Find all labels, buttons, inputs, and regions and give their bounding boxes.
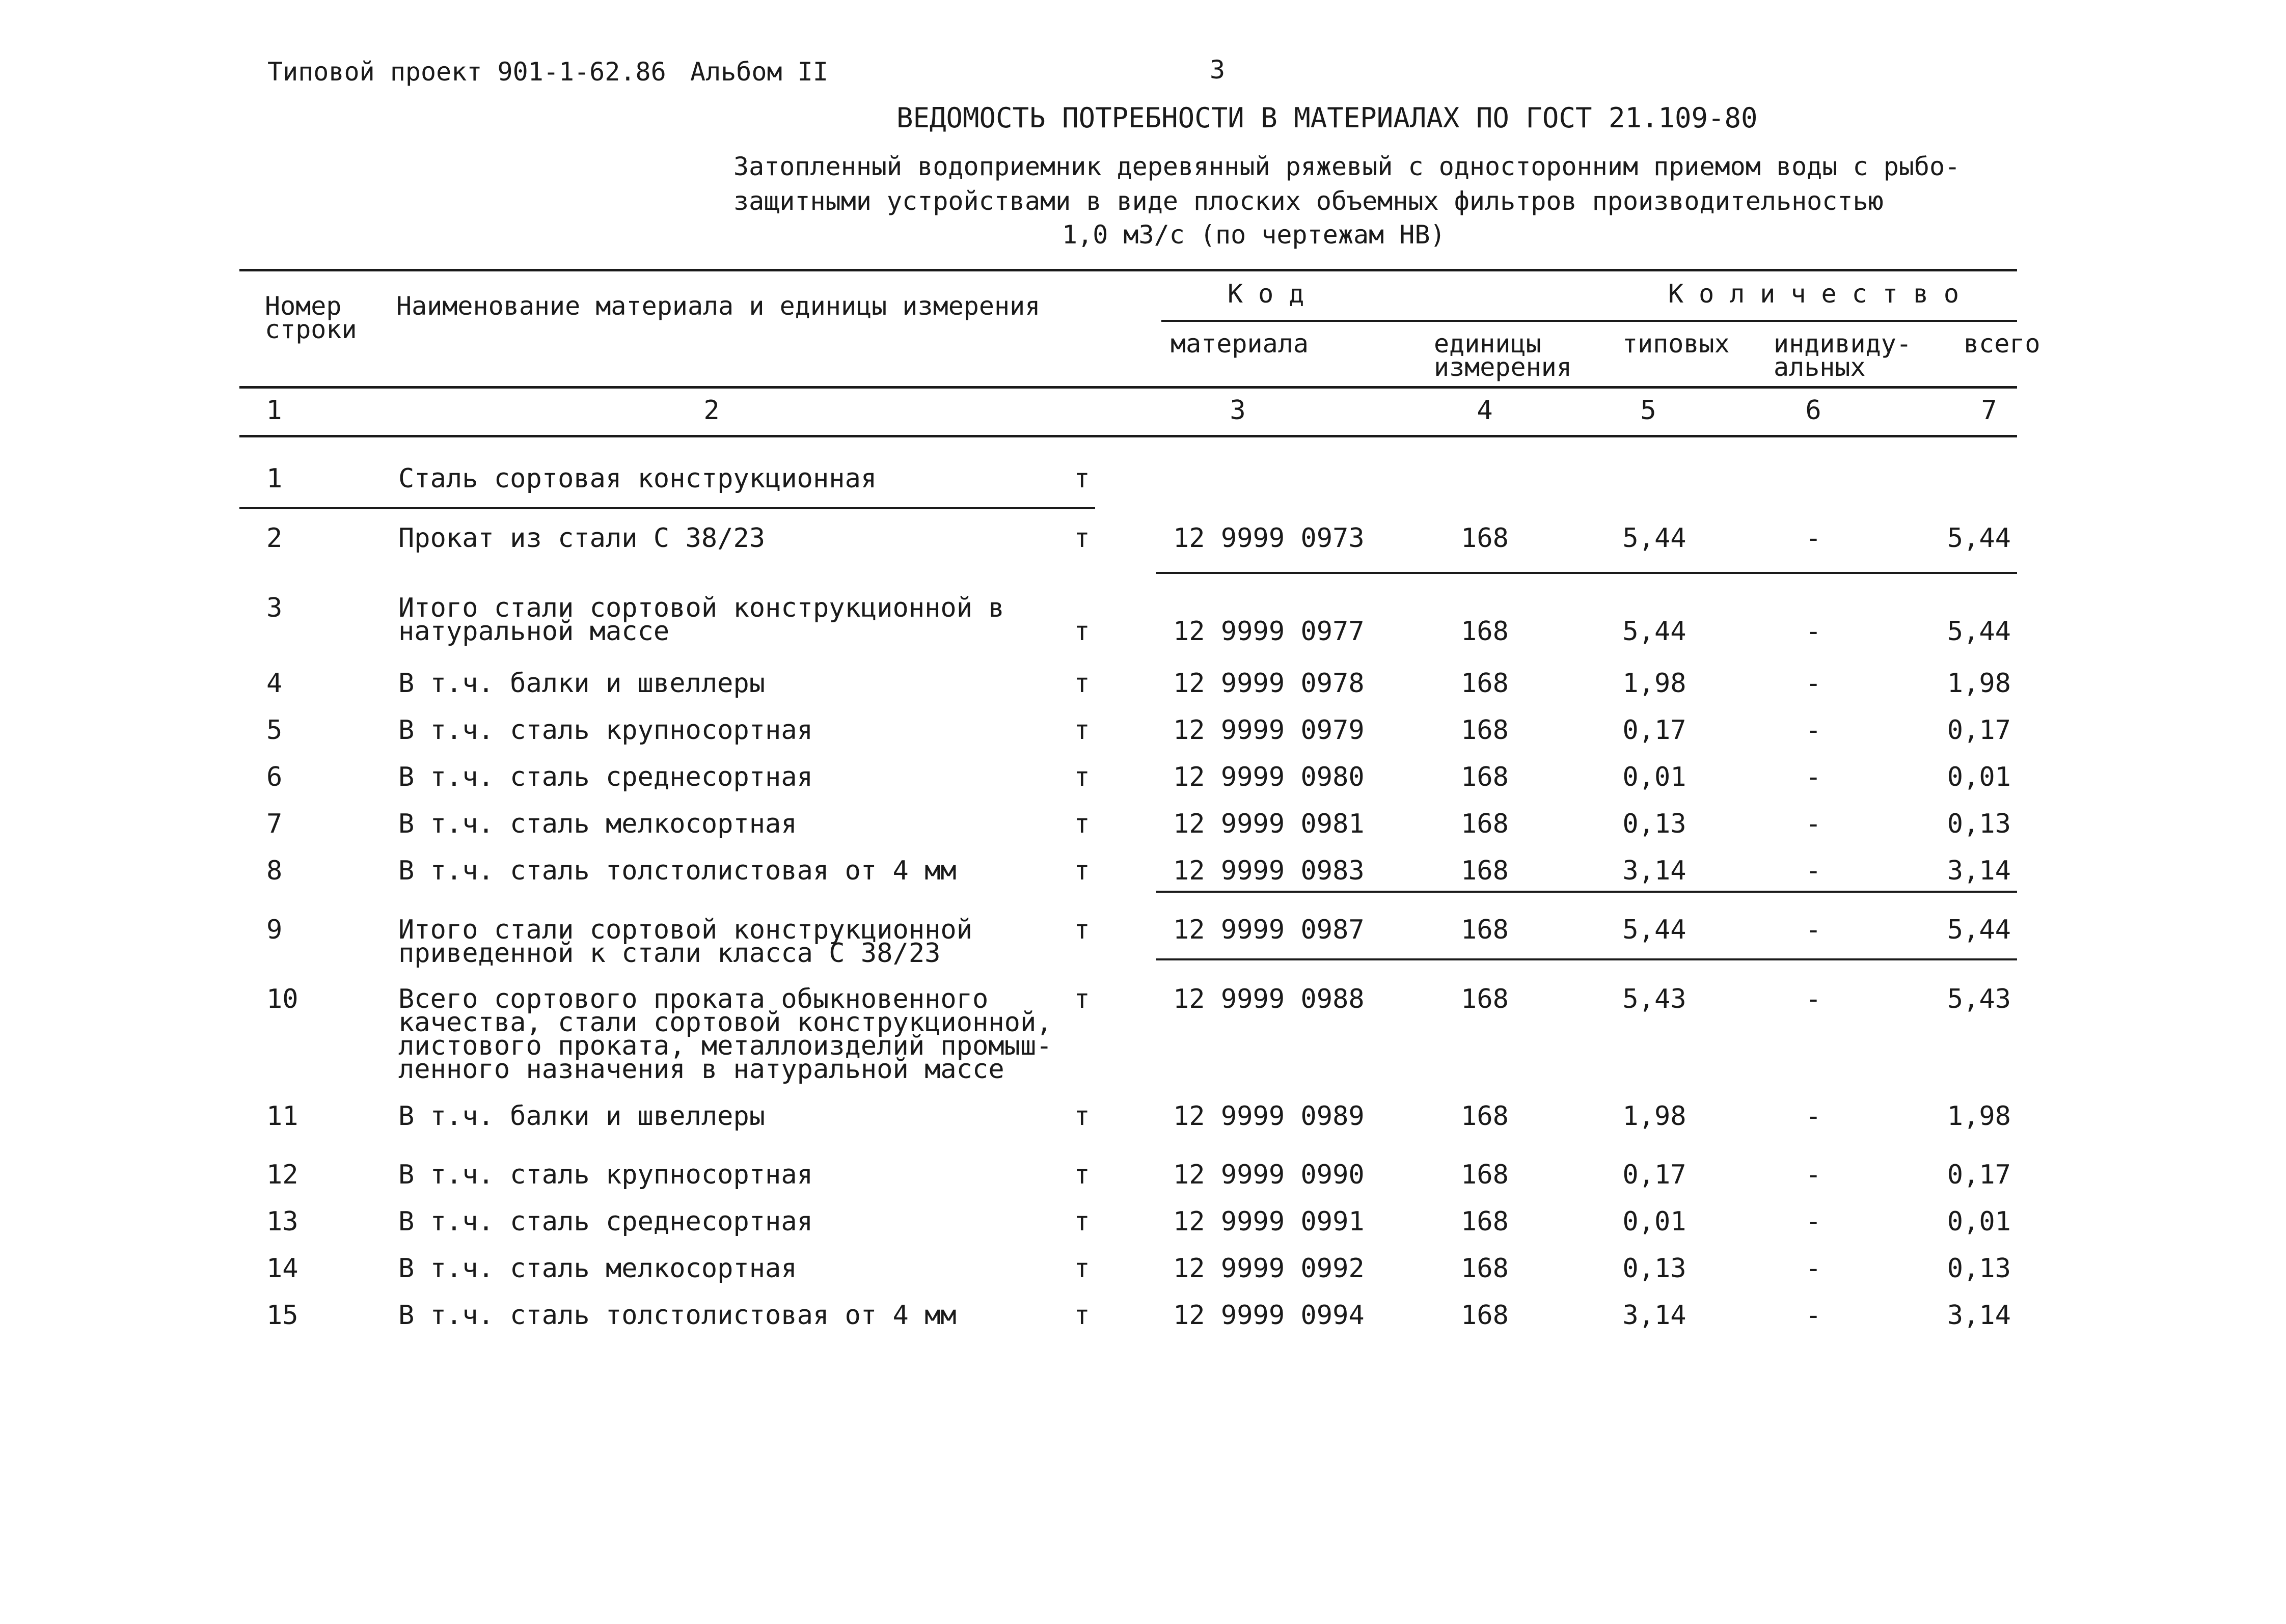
column-number: 5 xyxy=(1640,395,1656,426)
column-number: 6 xyxy=(1805,395,1821,426)
row-number: 2 xyxy=(266,523,283,554)
row-number: 11 xyxy=(266,1101,298,1132)
row-number: 12 xyxy=(266,1160,298,1190)
header-code-group: Код xyxy=(1228,279,1320,309)
qty-total: 0,01 xyxy=(1947,1206,2011,1237)
qty-total: 5,44 xyxy=(1947,915,2011,945)
qty-total: 0,17 xyxy=(1947,715,2011,746)
qty-individual: - xyxy=(1805,668,1821,699)
qty-total: 0,13 xyxy=(1947,1253,2011,1284)
material-name: Итого стали сортовой конструкционной xyxy=(398,915,973,945)
unit-marker: т xyxy=(1074,1101,1090,1132)
material-name: Всего сортового проката обыкновенного xyxy=(398,984,989,1014)
material-name: Сталь сортовая конструкционная xyxy=(398,463,877,494)
qty-total: 1,98 xyxy=(1947,1101,2011,1132)
unit-code: 168 xyxy=(1461,1300,1509,1331)
unit-marker: т xyxy=(1074,1253,1090,1284)
material-name: Прокат из стали С 38/23 xyxy=(398,523,766,554)
row-number: 10 xyxy=(266,984,298,1014)
row-number: 14 xyxy=(266,1253,298,1284)
row-number: 5 xyxy=(266,715,283,746)
subtitle-line: защитными устройствами в виде плоских объемных фильтров производительностью xyxy=(733,186,1884,216)
column-number: 7 xyxy=(1981,395,1997,426)
header-qty-individual-line1: индивиду- xyxy=(1774,329,1912,359)
unit-marker: т xyxy=(1074,523,1090,554)
material-name: В т.ч. сталь среднесортная xyxy=(398,1206,813,1237)
subtotal-rule xyxy=(1156,572,2017,574)
header-bottom-rule xyxy=(239,386,2017,389)
row-number: 6 xyxy=(266,762,283,792)
qty-typical: 3,14 xyxy=(1622,1300,1686,1331)
table-top-rule xyxy=(239,269,2017,271)
header-material-name: Наименование материала и единицы измерения xyxy=(396,291,1041,321)
unit-code: 168 xyxy=(1461,856,1509,886)
unit-code: 168 xyxy=(1461,809,1509,839)
project-designation: Типовой проект 901-1-62.86 xyxy=(267,57,666,87)
header-qty-typical: типовых xyxy=(1622,329,1730,359)
row-number: 8 xyxy=(266,856,283,886)
unit-code: 168 xyxy=(1461,668,1509,699)
material-name: Итого стали сортовой конструкционной в xyxy=(398,593,1004,623)
header-code-material: материала xyxy=(1171,329,1309,359)
qty-typical: 0,17 xyxy=(1622,715,1686,746)
qty-individual: - xyxy=(1805,1253,1821,1284)
material-code: 12 9999 0988 xyxy=(1173,984,1365,1014)
header-unit-code-line2: измерения xyxy=(1434,352,1572,382)
material-name: В т.ч. сталь крупносортная xyxy=(398,715,813,746)
material-code: 12 9999 0987 xyxy=(1173,915,1365,945)
header-unit-code-line1: единицы xyxy=(1434,329,1541,359)
unit-code: 168 xyxy=(1461,616,1509,647)
column-number: 1 xyxy=(266,395,282,426)
header-unit-code xyxy=(1434,329,1572,382)
material-code: 12 9999 0980 xyxy=(1173,762,1365,792)
material-code: 12 9999 0991 xyxy=(1173,1206,1365,1237)
qty-total: 5,44 xyxy=(1947,616,2011,647)
unit-code: 168 xyxy=(1461,523,1509,554)
header-group-rule xyxy=(1161,320,2017,322)
album-label: Альбом II xyxy=(690,57,828,87)
material-name: В т.ч. сталь мелкосортная xyxy=(398,1253,797,1284)
qty-individual: - xyxy=(1805,1101,1821,1132)
qty-typical: 0,17 xyxy=(1622,1160,1686,1190)
material-name: В т.ч. балки и швеллеры xyxy=(398,1101,766,1132)
qty-individual: - xyxy=(1805,915,1821,945)
unit-marker: т xyxy=(1074,668,1090,699)
material-name: приведенной к стали класса С 38/23 xyxy=(398,938,941,969)
qty-total: 3,14 xyxy=(1947,856,2011,886)
material-code: 12 9999 0979 xyxy=(1173,715,1365,746)
material-code: 12 9999 0994 xyxy=(1173,1300,1365,1331)
qty-typical: 5,44 xyxy=(1622,616,1686,647)
header-row-number xyxy=(265,291,357,344)
material-code: 12 9999 0992 xyxy=(1173,1253,1365,1284)
qty-individual: - xyxy=(1805,984,1821,1014)
page-number: 3 xyxy=(1210,55,1226,85)
unit-code: 168 xyxy=(1461,1101,1509,1132)
qty-individual: - xyxy=(1805,762,1821,792)
material-name: листового проката, металлоизделий промыш- xyxy=(398,1031,1052,1061)
material-name: качества, стали сортовой конструкционной, xyxy=(398,1007,1052,1038)
material-code: 12 9999 0990 xyxy=(1173,1160,1365,1190)
qty-typical: 0,13 xyxy=(1622,1253,1686,1284)
material-name: ленного назначения в натуральной массе xyxy=(398,1054,1004,1085)
qty-individual: - xyxy=(1805,715,1821,746)
qty-total: 5,44 xyxy=(1947,523,2011,554)
unit-marker: т xyxy=(1074,915,1090,945)
unit-code: 168 xyxy=(1461,915,1509,945)
qty-typical: 5,44 xyxy=(1622,915,1686,945)
unit-marker: т xyxy=(1074,1160,1090,1190)
qty-typical: 3,14 xyxy=(1622,856,1686,886)
unit-marker: т xyxy=(1074,809,1090,839)
unit-marker: т xyxy=(1074,463,1090,494)
material-name: В т.ч. сталь толстолистовая от 4 мм xyxy=(398,856,957,886)
section-rule xyxy=(239,507,1095,509)
qty-individual: - xyxy=(1805,1300,1821,1331)
row-number: 15 xyxy=(266,1300,298,1331)
unit-marker: т xyxy=(1074,984,1090,1014)
qty-typical: 0,13 xyxy=(1622,809,1686,839)
material-code: 12 9999 0977 xyxy=(1173,616,1365,647)
subtotal-rule xyxy=(1156,891,2017,893)
unit-marker: т xyxy=(1074,616,1090,647)
unit-code: 168 xyxy=(1461,762,1509,792)
unit-code: 168 xyxy=(1461,1160,1509,1190)
qty-total: 5,43 xyxy=(1947,984,2011,1014)
header-quantity-group: Количество xyxy=(1668,279,1975,309)
unit-code: 168 xyxy=(1461,715,1509,746)
column-numbers-rule xyxy=(239,435,2017,437)
qty-total: 0,13 xyxy=(1947,809,2011,839)
column-number: 4 xyxy=(1477,395,1493,426)
qty-typical: 1,98 xyxy=(1622,1101,1686,1132)
header-qty-total: всего xyxy=(1964,329,2040,359)
material-name: В т.ч. сталь толстолистовая от 4 мм xyxy=(398,1300,957,1331)
subtitle-line: 1,0 м3/с (по чертежам НВ) xyxy=(1062,220,1446,250)
row-number: 3 xyxy=(266,593,283,623)
row-number: 13 xyxy=(266,1206,298,1237)
header-qty-individual xyxy=(1774,329,1912,382)
row-number: 9 xyxy=(266,915,283,945)
qty-total: 0,17 xyxy=(1947,1160,2011,1190)
unit-code: 168 xyxy=(1461,984,1509,1014)
row-number: 1 xyxy=(266,463,283,494)
material-code: 12 9999 0978 xyxy=(1173,668,1365,699)
qty-typical: 0,01 xyxy=(1622,1206,1686,1237)
qty-total: 0,01 xyxy=(1947,762,2011,792)
qty-individual: - xyxy=(1805,1160,1821,1190)
material-name: В т.ч. сталь среднесортная xyxy=(398,762,813,792)
column-number: 2 xyxy=(703,395,720,426)
header-qty-individual-line2: альных xyxy=(1774,352,1866,382)
qty-individual: - xyxy=(1805,856,1821,886)
material-name: В т.ч. сталь мелкосортная xyxy=(398,809,797,839)
qty-total: 1,98 xyxy=(1947,668,2011,699)
row-number: 4 xyxy=(266,668,283,699)
subtitle-line: Затопленный водоприемник деревянный ряжевый с односторонним приемом воды с рыбо- xyxy=(733,152,1961,181)
material-name: В т.ч. балки и швеллеры xyxy=(398,668,766,699)
row-number: 7 xyxy=(266,809,283,839)
unit-marker: т xyxy=(1074,1300,1090,1331)
qty-typical: 0,01 xyxy=(1622,762,1686,792)
subtotal-rule xyxy=(1156,958,2017,960)
unit-code: 168 xyxy=(1461,1206,1509,1237)
material-name: В т.ч. сталь крупносортная xyxy=(398,1160,813,1190)
unit-marker: т xyxy=(1074,715,1090,746)
unit-marker: т xyxy=(1074,856,1090,886)
unit-marker: т xyxy=(1074,762,1090,792)
header-row-number-line1: Номер xyxy=(265,291,342,321)
header-row-number-line2: строки xyxy=(265,315,357,344)
qty-individual: - xyxy=(1805,809,1821,839)
unit-code: 168 xyxy=(1461,1253,1509,1284)
qty-individual: - xyxy=(1805,523,1821,554)
qty-typical: 1,98 xyxy=(1622,668,1686,699)
qty-individual: - xyxy=(1805,1206,1821,1237)
material-code: 12 9999 0983 xyxy=(1173,856,1365,886)
qty-individual: - xyxy=(1805,616,1821,647)
material-name: натуральной массе xyxy=(398,616,670,647)
column-number: 3 xyxy=(1230,395,1246,426)
qty-typical: 5,44 xyxy=(1622,523,1686,554)
unit-marker: т xyxy=(1074,1206,1090,1237)
qty-total: 3,14 xyxy=(1947,1300,2011,1331)
qty-typical: 5,43 xyxy=(1622,984,1686,1014)
material-code: 12 9999 0973 xyxy=(1173,523,1365,554)
material-code: 12 9999 0981 xyxy=(1173,809,1365,839)
document-title: ВЕДОМОСТЬ ПОТРЕБНОСТИ В МАТЕРИАЛАХ ПО ГОСТ 21.109-80 xyxy=(896,102,1758,134)
material-code: 12 9999 0989 xyxy=(1173,1101,1365,1132)
